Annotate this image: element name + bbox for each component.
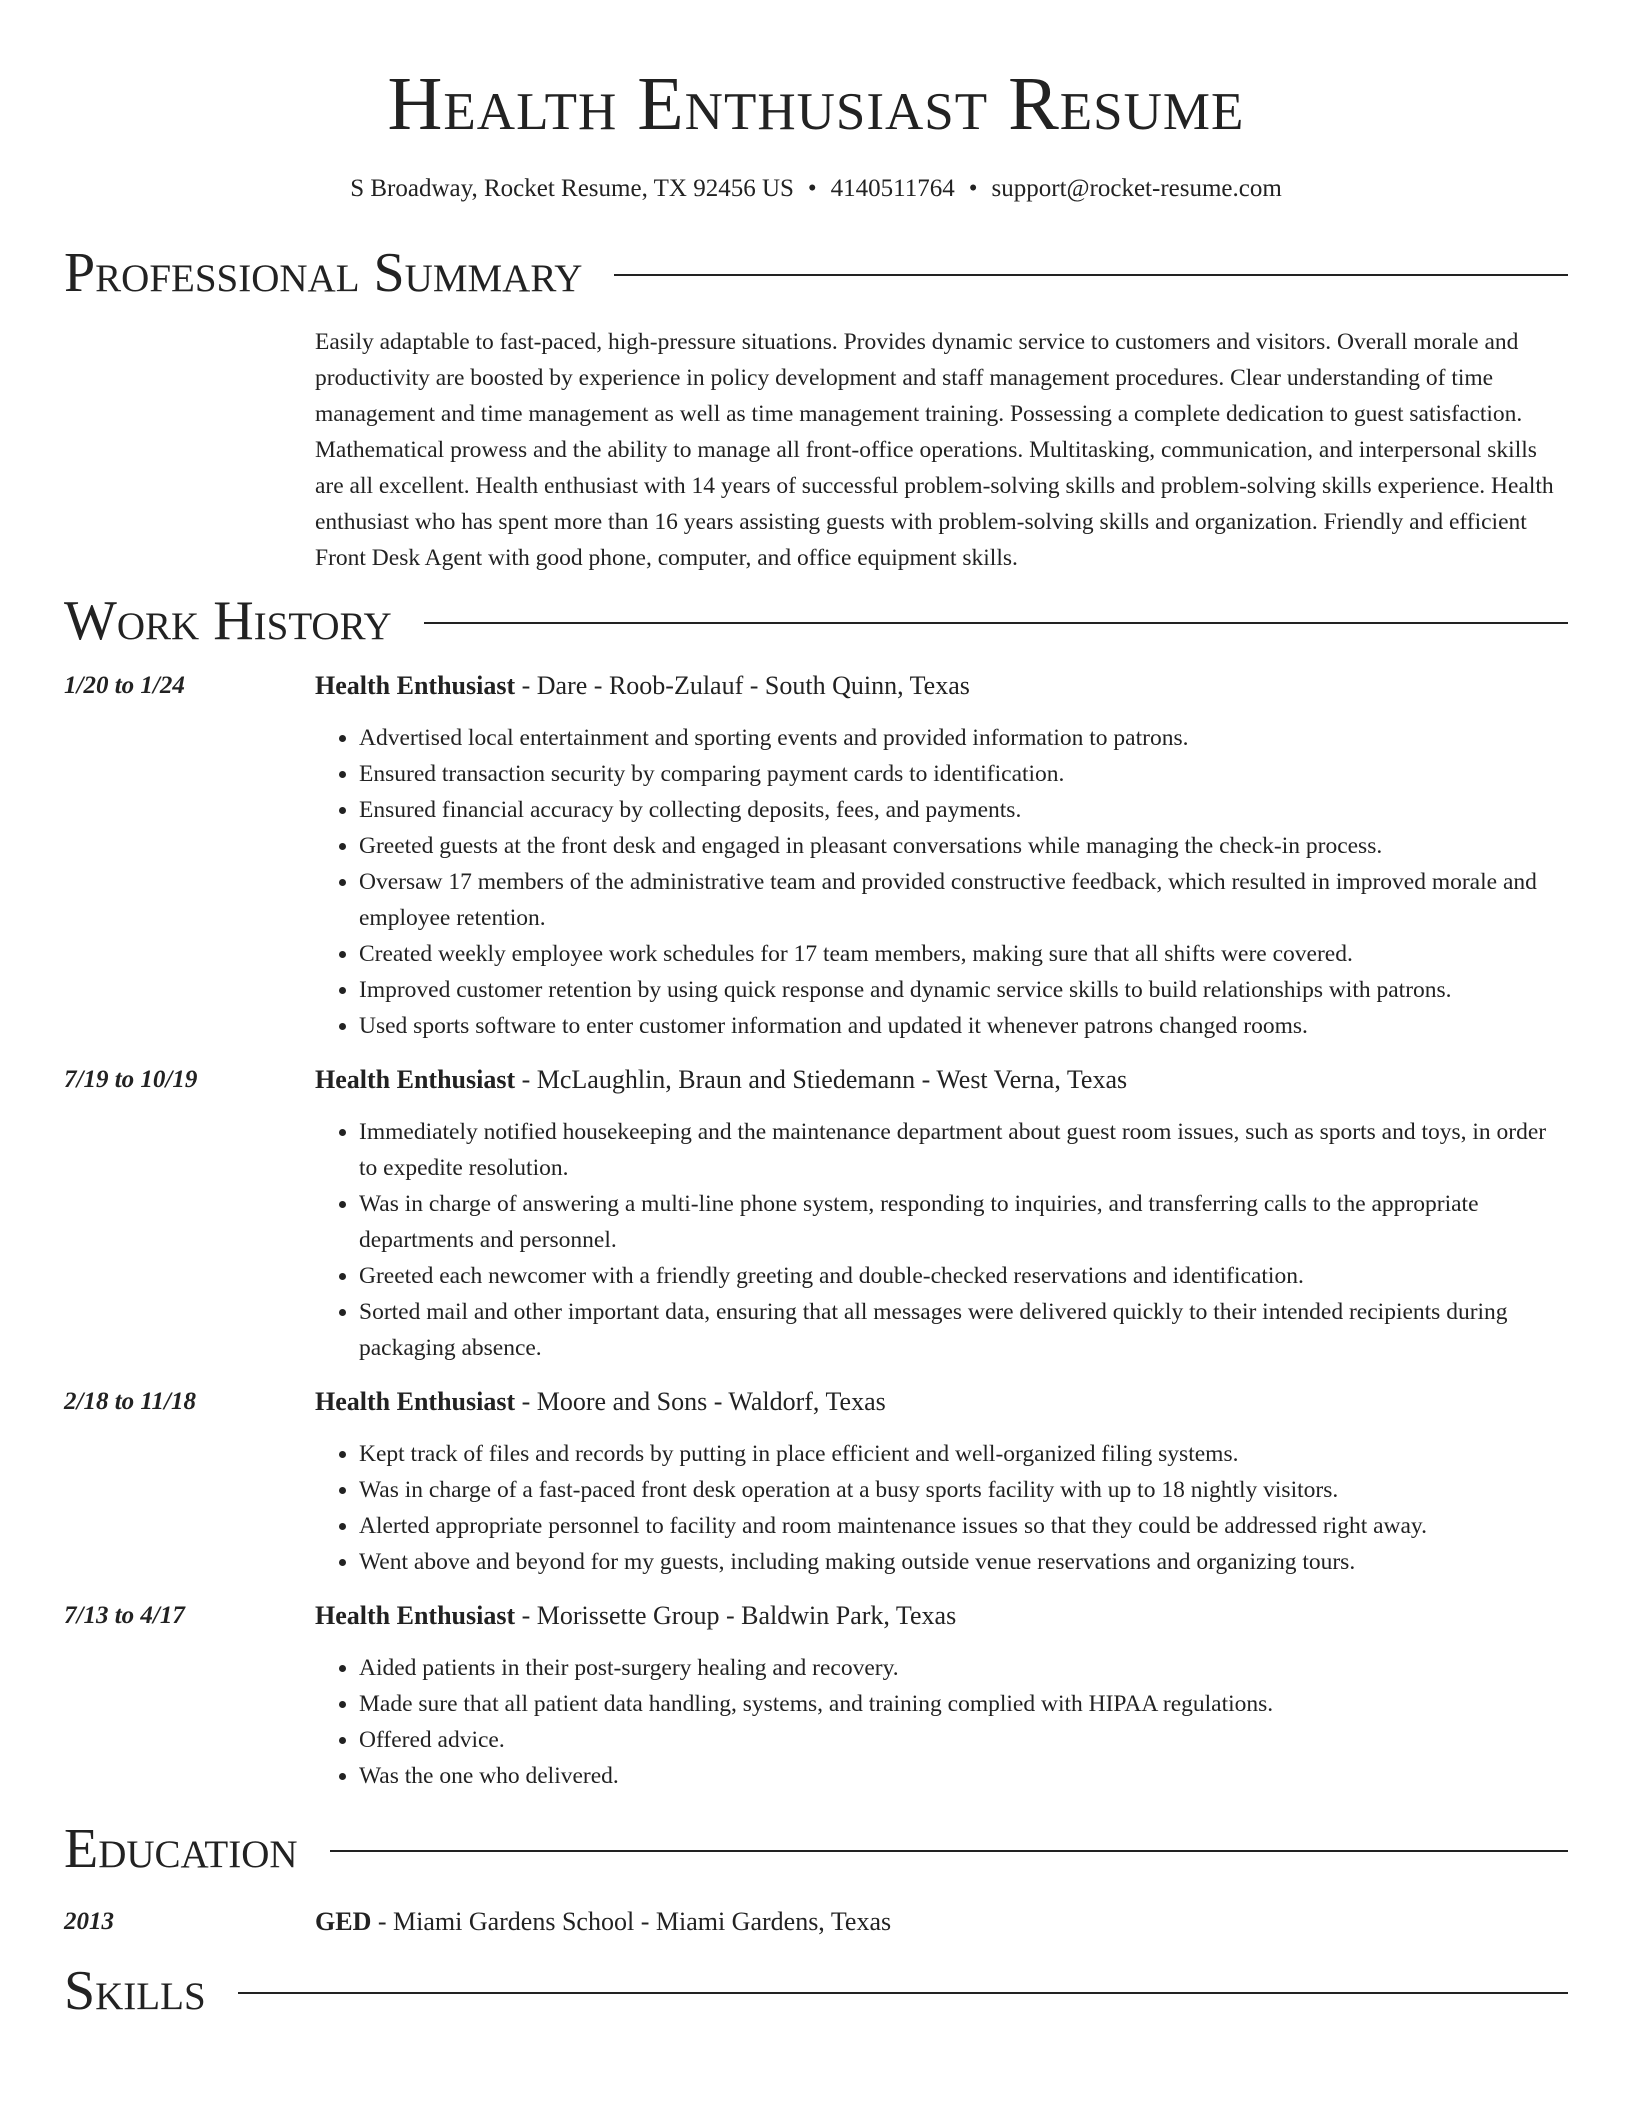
- job-bullet: • Ensured transaction security by comparing payment cards to identification.: [359, 756, 1568, 792]
- contact-email[interactable]: support@rocket-resume.com: [991, 175, 1282, 202]
- contact-phone: 4140511764: [830, 175, 955, 202]
- job-bullet: • Immediately notified housekeeping and the maintenance department about guest room issues, such as sports and toys, in order to expedite resolution.: [359, 1114, 1568, 1186]
- job-bullet: • Went above and beyond for my guests, including making outside venue reservations and organizing tours.: [359, 1544, 1568, 1580]
- job-bullet: • Ensured financial accuracy by collecting deposits, fees, and payments.: [359, 792, 1568, 828]
- section-header-summary: [64, 242, 1568, 304]
- education-degree: GED: [315, 1907, 372, 1936]
- section-title: Professional Summary: [64, 242, 583, 304]
- job-bullet: • Was in charge of a fast-paced front desk operation at a busy sports facility with up to 18 nightly visitors.: [359, 1472, 1568, 1508]
- section-rule: [424, 622, 1568, 624]
- job-bullet: • Greeted each newcomer with a friendly greeting and double-checked reservations and identification.: [359, 1258, 1568, 1294]
- job-bullets: [315, 1650, 1568, 1794]
- job-bullet: • Was the one who delivered.: [359, 1758, 1568, 1794]
- job-bullet: • Oversaw 17 members of the administrative team and provided constructive feedback, which resulted in improved morale and employee retention.: [359, 864, 1568, 936]
- education-details: - Miami Gardens School - Miami Gardens, Texas: [371, 1907, 892, 1936]
- education-entry: [64, 1904, 1568, 1940]
- education-line: [315, 1904, 891, 1940]
- section-title: Education: [64, 1818, 298, 1880]
- section-rule: [614, 274, 1568, 276]
- job-bullet: • Made sure that all patient data handling, systems, and training complied with HIPAA regulations.: [359, 1686, 1568, 1722]
- job-title-line: [315, 1062, 1568, 1098]
- job-title-line: [315, 1598, 1568, 1634]
- job-body: [315, 1062, 1568, 1366]
- job-bullet: • Offered advice.: [359, 1722, 1568, 1758]
- job-bullets: [315, 1436, 1568, 1580]
- job-date: 7/19 to 10/19: [64, 1066, 198, 1093]
- summary-text: Easily adaptable to fast-paced, high-pressure situations. Provides dynamic service to customers and visitors. Overall morale and productivity are boosted by experience in policy development and staff management procedures. Clear understanding of time management and time management as well as time management training. Possessing a complete dedication to guest satisfaction. Mathematical prowess and the ability to manage all front-office operations. Multitasking, communication, and interpersonal skills are all excellent. Health enthusiast with 14 years of successful problem-solving skills and problem-solving skills experience. Health enthusiast who has spent more than 16 years assisting guests with problem-solving skills and organization. Friendly and efficient Front Desk Agent with good phone, computer, and office equipment skills.: [315, 329, 1554, 571]
- job-body: [315, 668, 1568, 1044]
- job-bullet: • Alerted appropriate personnel to facility and room maintenance issues so that they could be addressed right away.: [359, 1508, 1568, 1544]
- job-title-line: [315, 668, 1568, 704]
- job-bullet: • Aided patients in their post-surgery healing and recovery.: [359, 1650, 1568, 1686]
- job-date: 7/13 to 4/17: [64, 1602, 185, 1629]
- job-details: - Moore and Sons - Waldorf, Texas: [515, 1387, 886, 1416]
- section-header-work-history: [64, 590, 1568, 652]
- job-title: Health Enthusiast: [315, 1601, 516, 1630]
- job-title: Health Enthusiast: [315, 671, 516, 700]
- job-bullet: • Was in charge of answering a multi-line phone system, responding to inquiries, and transferring calls to the appropriate departments and personnel.: [359, 1186, 1568, 1258]
- section-rule: [330, 1850, 1568, 1852]
- job-bullet: • Created weekly employee work schedules for 17 team members, making sure that all shifts were covered.: [359, 936, 1568, 972]
- education-date: 2013: [64, 1908, 114, 1935]
- job-title: Health Enthusiast: [315, 1387, 516, 1416]
- job-bullets: [315, 720, 1568, 1044]
- job-body: [315, 1598, 1568, 1794]
- job-bullet: • Kept track of files and records by putting in place efficient and well-organized filing systems.: [359, 1436, 1568, 1472]
- section-title: Work History: [64, 590, 392, 652]
- job-entry: [64, 1062, 1568, 1366]
- job-details: - Morissette Group - Baldwin Park, Texas: [515, 1601, 957, 1630]
- section-header-skills: [64, 1960, 1568, 2022]
- contact-line: [64, 172, 1568, 206]
- job-bullet: • Used sports software to enter customer information and updated it whenever patrons changed rooms.: [359, 1008, 1568, 1044]
- job-details: - Dare - Roob-Zulauf - South Quinn, Texas: [515, 671, 970, 700]
- job-title-line: [315, 1384, 1568, 1420]
- job-bullet: • Improved customer retention by using quick response and dynamic service skills to build relationships with patrons.: [359, 972, 1568, 1008]
- job-bullet: • Advertised local entertainment and sporting events and provided information to patrons.: [359, 720, 1568, 756]
- job-date: 2/18 to 11/18: [64, 1388, 196, 1415]
- job-entry: [64, 1598, 1568, 1794]
- job-bullet: • Greeted guests at the front desk and engaged in pleasant conversations while managing the check-in process.: [359, 828, 1568, 864]
- work-history-list: [64, 668, 1568, 1794]
- contact-separator: •: [807, 175, 817, 202]
- contact-separator: •: [968, 175, 978, 202]
- job-date: 1/20 to 1/24: [64, 672, 185, 699]
- job-title: Health Enthusiast: [315, 1065, 516, 1094]
- section-rule: [238, 1992, 1568, 1994]
- job-entry: [64, 668, 1568, 1044]
- contact-address: S Broadway, Rocket Resume, TX 92456 US: [350, 175, 794, 202]
- job-details: - McLaughlin, Braun and Stiedemann - West Verna, Texas: [515, 1065, 1128, 1094]
- job-bullet: • Sorted mail and other important data, ensuring that all messages were delivered quickly to their intended recipients during packaging absence.: [359, 1294, 1568, 1366]
- section-header-education: [64, 1818, 1568, 1880]
- job-bullets: [315, 1114, 1568, 1366]
- job-entry: [64, 1384, 1568, 1580]
- section-title: Skills: [64, 1960, 206, 2022]
- job-body: [315, 1384, 1568, 1580]
- resume-title: Health Enthusiast Resume: [387, 62, 1245, 146]
